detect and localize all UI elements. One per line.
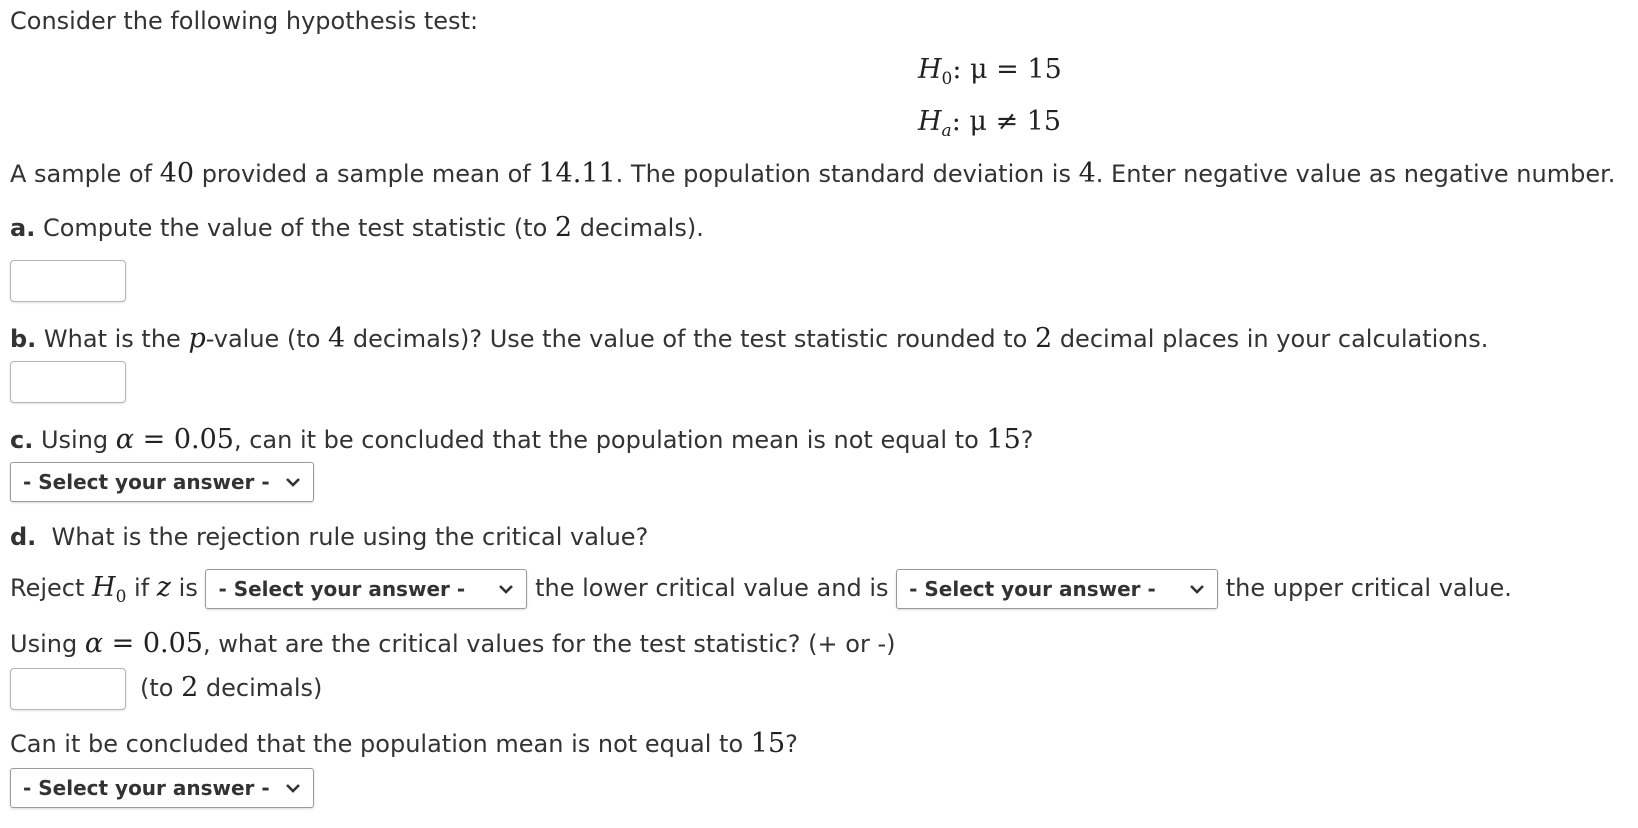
note-text-1: (to xyxy=(140,674,182,702)
ha-subscript: a xyxy=(941,121,952,141)
alpha-symbol: α = xyxy=(115,424,174,455)
part-a-question xyxy=(10,212,704,244)
critical-value-input-box xyxy=(10,668,126,710)
ha-relation: : μ ≠ 15 xyxy=(951,106,1062,137)
conclusion-text-2: ? xyxy=(785,730,798,758)
part-b-rounding: 2 xyxy=(1035,323,1053,354)
note-text-2: decimals) xyxy=(198,674,323,702)
pvalue-conclusion-select[interactable] xyxy=(10,462,314,502)
problem-text-4: . Enter negative value as negative number. xyxy=(1095,160,1616,188)
part-b-label: b. xyxy=(10,325,37,353)
critical-value-input[interactable] xyxy=(11,669,125,709)
critical-conclusion-question xyxy=(10,728,798,760)
rejection-rule xyxy=(10,568,1512,617)
part-d-label: d. xyxy=(10,523,37,551)
population-sd: 4 xyxy=(1078,158,1096,189)
part-c-text-3: ? xyxy=(1020,426,1034,454)
p-symbol: p xyxy=(188,323,206,354)
part-b-text-3: decimals)? Use the value of the test statistic rounded to xyxy=(345,325,1035,353)
part-a-decimals: 2 xyxy=(554,212,573,243)
select-label: - Select your answer - xyxy=(218,577,466,601)
chevron-down-icon xyxy=(283,778,303,798)
problem-text-2: provided a sample mean of xyxy=(194,160,539,188)
part-a-label: a. xyxy=(10,214,36,242)
chevron-down-icon xyxy=(1187,579,1207,599)
sample-mean: 14.11 xyxy=(538,158,616,189)
critical-values-question xyxy=(10,628,895,660)
part-b-text-2: -value (to xyxy=(205,325,329,353)
test-statistic-input-box xyxy=(10,260,126,302)
part-b-question xyxy=(10,323,1488,355)
p-value-input[interactable] xyxy=(11,362,125,402)
conclusion-text-1: Can it be concluded that the population mean is not equal to xyxy=(10,730,751,758)
h0-rule-subscript: 0 xyxy=(115,587,127,607)
sample-size: 40 xyxy=(159,158,195,189)
reject-text-5: the upper critical value. xyxy=(1218,574,1512,602)
alpha-value: 0.05 xyxy=(173,424,234,455)
critical-conclusion-select[interactable] xyxy=(10,768,314,808)
ha-symbol: H xyxy=(918,106,942,137)
h0-symbol: H xyxy=(918,54,942,85)
alternative-hypothesis xyxy=(918,104,1061,149)
part-a-text-1: Compute the value of the test statistic (to xyxy=(35,214,555,242)
chevron-down-icon xyxy=(283,472,303,492)
problem-text-3: . The population standard deviation is xyxy=(615,160,1079,188)
part-d-question xyxy=(10,521,648,553)
part-c-text-2: , can it be concluded that the population mean is not equal to xyxy=(233,426,987,454)
z-symbol: z xyxy=(156,572,172,603)
critical-text-1: Using xyxy=(10,630,85,658)
h0-rule-symbol: H xyxy=(92,572,116,603)
test-statistic-input[interactable] xyxy=(11,261,125,301)
alpha-symbol: α = xyxy=(84,628,143,659)
lower-critical-select[interactable] xyxy=(205,569,527,609)
critical-decimals-note xyxy=(140,672,322,704)
alpha-value: 0.05 xyxy=(142,628,203,659)
part-c-question xyxy=(10,424,1034,456)
reject-text-3: is xyxy=(171,574,206,602)
part-d-text: What is the rejection rule using the critical value? xyxy=(36,523,649,551)
part-a-text-2: decimals). xyxy=(572,214,704,242)
problem-text-1: A sample of xyxy=(10,160,160,188)
h0-subscript: 0 xyxy=(941,69,953,89)
part-c-label: c. xyxy=(10,426,34,454)
mu-value: 15 xyxy=(750,728,786,759)
critical-text-2: , what are the critical values for the test statistic? (+ or -) xyxy=(202,630,896,658)
note-decimals: 2 xyxy=(181,672,199,703)
upper-critical-select[interactable] xyxy=(896,569,1218,609)
reject-text-2: if xyxy=(126,574,157,602)
intro-text: Consider the following hypothesis test: xyxy=(10,7,479,35)
part-b-text-4: decimal places in your calculations. xyxy=(1052,325,1489,353)
part-b-text-1: What is the xyxy=(36,325,189,353)
select-label: - Select your answer - xyxy=(23,776,270,800)
null-hypothesis xyxy=(918,52,1062,97)
chevron-down-icon xyxy=(496,579,516,599)
select-label: - Select your answer - xyxy=(23,470,270,494)
part-c-text-1: Using xyxy=(33,426,116,454)
mu-value: 15 xyxy=(986,424,1021,455)
select-label: - Select your answer - xyxy=(909,577,1156,601)
part-b-decimals: 4 xyxy=(328,323,346,354)
h0-relation: : μ = 15 xyxy=(952,54,1062,85)
p-value-input-box xyxy=(10,361,126,403)
reject-text-1: Reject xyxy=(10,574,93,602)
reject-text-4: the lower critical value and is xyxy=(527,574,897,602)
problem-statement xyxy=(10,158,1615,190)
